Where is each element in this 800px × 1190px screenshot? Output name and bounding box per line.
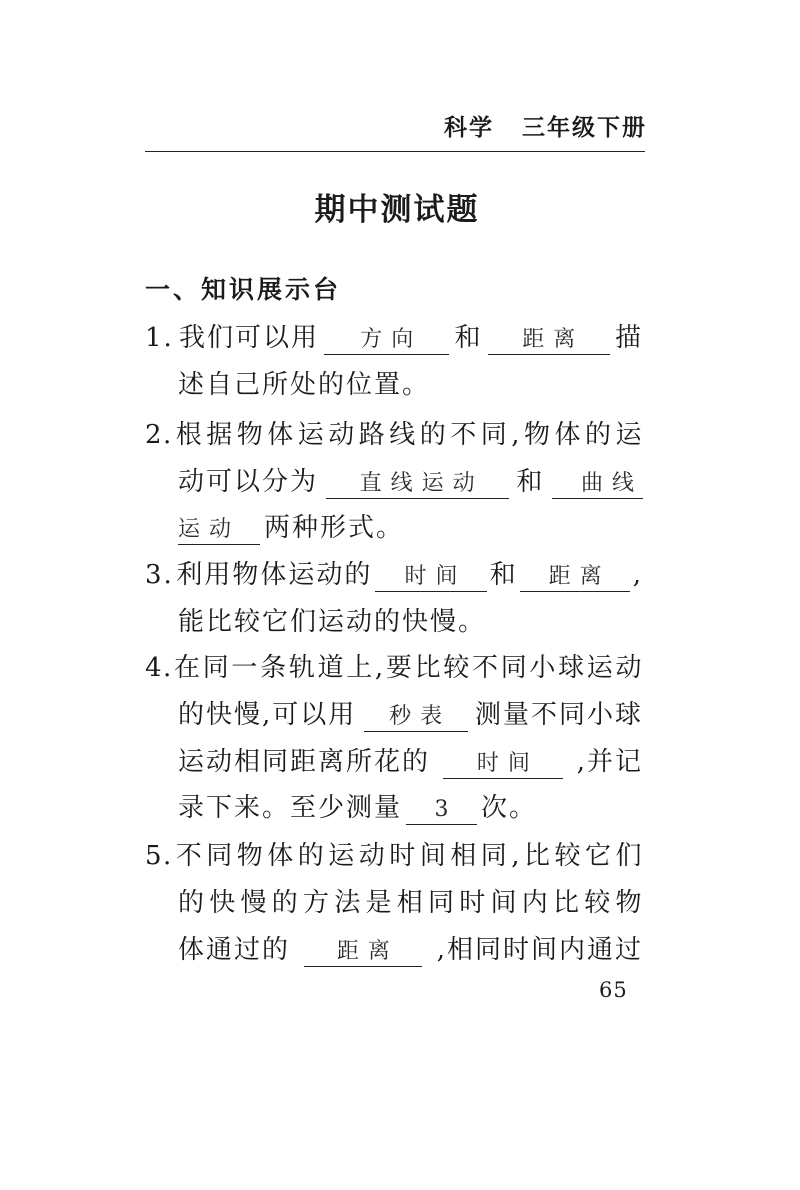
question-text: 能比较它们运动的快慢。	[178, 607, 487, 637]
answer-blank: 距离	[488, 326, 610, 355]
page-title: 期中测试题	[314, 192, 480, 228]
question-text: 录下来。至少测量	[178, 793, 403, 823]
question-5-line-1	[145, 836, 643, 876]
question-text: 利用物体运动的	[176, 560, 373, 590]
question-text: ,相同时间内通过	[436, 935, 643, 965]
answer-blank: 曲线	[552, 470, 643, 499]
answer-blank: 距离	[520, 563, 630, 592]
question-text: 不同物体的运动时间相同,比较它们	[172, 841, 643, 871]
question-text: 我们可以用	[179, 323, 320, 353]
subject-label: 科学	[444, 114, 494, 141]
question-text: 动可以分为	[178, 467, 319, 497]
question-text: 和	[454, 323, 483, 353]
header-rule	[145, 151, 645, 152]
question-number: 3.	[145, 560, 174, 590]
question-4-line-1	[145, 648, 643, 688]
question-text: 和	[516, 467, 545, 497]
question-text: 述自己所处的位置。	[178, 370, 431, 400]
question-text: ,	[632, 560, 643, 590]
question-number: 2.	[145, 420, 173, 450]
answer-blank: 方向	[324, 326, 449, 355]
question-text: 在同一条轨道上,要比较不同小球运动	[172, 653, 643, 683]
answer-blank: 直线运动	[326, 470, 509, 499]
question-number: 5.	[145, 841, 173, 871]
question-4-line-2	[178, 695, 643, 735]
question-5-line-2	[178, 883, 643, 923]
question-text: 测量不同小球	[474, 700, 643, 730]
question-4-line-3	[178, 742, 643, 782]
question-text: 体通过的	[178, 935, 291, 965]
question-1-line-1	[145, 318, 643, 358]
question-2-line-1	[145, 415, 643, 455]
answer-blank: 秒表	[364, 703, 468, 732]
question-text: 根据物体运动路线的不同,物体的运	[172, 420, 643, 450]
answer-blank: 时间	[443, 750, 563, 779]
question-number: 4.	[145, 653, 173, 683]
question-text: 和	[489, 560, 518, 590]
question-3-line-2	[178, 602, 486, 642]
question-number: 1.	[145, 323, 174, 353]
question-2-line-3	[178, 508, 404, 548]
question-3-line-1	[145, 555, 643, 595]
answer-blank: 距离	[304, 938, 422, 967]
question-2-line-2	[178, 462, 643, 502]
page-header	[444, 114, 647, 142]
question-text: 次。	[481, 793, 538, 823]
question-4-line-4	[178, 788, 537, 828]
answer-blank: 运动	[178, 516, 260, 545]
question-text: 的快慢,可以用	[178, 700, 357, 730]
question-text: ,并记	[576, 747, 643, 777]
question-5-line-3	[178, 930, 643, 970]
question-text: 的快慢的方法是相同时间内比较物	[178, 888, 643, 918]
page-number: 65	[599, 978, 628, 1002]
answer-blank: 时间	[375, 563, 487, 592]
question-1-line-2	[178, 365, 430, 405]
section-heading: 一、知识展示台	[145, 275, 342, 304]
question-text: 两种形式。	[264, 513, 405, 543]
question-text: 描	[614, 323, 643, 353]
grade-label: 三年级下册	[522, 114, 647, 141]
answer-blank: 3	[406, 796, 477, 825]
question-text: 运动相同距离所花的	[178, 747, 431, 777]
